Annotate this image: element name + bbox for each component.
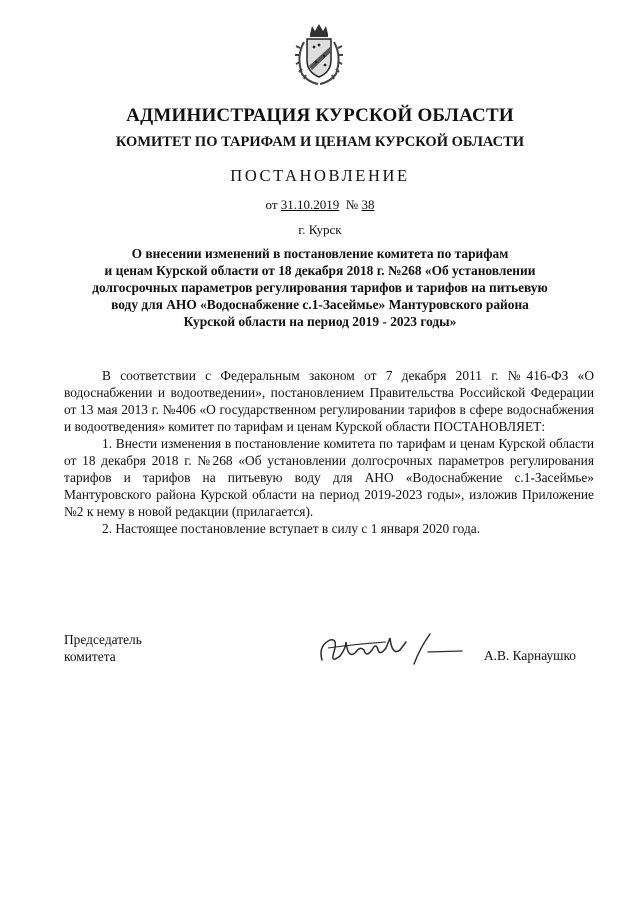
doc-number: 38	[361, 197, 375, 212]
signatory-name: А.В. Карнаушко	[484, 648, 576, 663]
date-prefix: от	[265, 197, 278, 212]
body-text	[64, 367, 594, 537]
resolution-item-1: 1. Внести изменения в постановление комитета по тарифам и ценам Курской области от 18 декабря 2018 г. №268 «Об установлении долгосрочных параметров регулирования тарифов и тарифов на питьевую воду для АНО «Водоснабжение с.1-Засеймье» Мантуровского района Курской области на период 2019-2023 годы», изложив Приложение №2 к нему в новой редакции (прилагается).	[64, 436, 594, 519]
doc-type-title: ПОСТАНОВЛЕНИЕ	[230, 166, 410, 185]
number-prefix: №	[345, 197, 359, 212]
resolution-item-2: 2. Настоящее постановление вступает в силу с 1 января 2020 года.	[102, 521, 481, 536]
date-number-line	[0, 197, 640, 213]
org-title: АДМИНИСТРАЦИЯ КУРСКОЙ ОБЛАСТИ	[126, 105, 514, 126]
preamble-paragraph: В соответствии с Федеральным законом от 7 декабря 2011 г. №416-ФЗ «О водоснабжении и водоотведении», постановлением Правительства Российской Федерации от 13 мая 2013 г. №406 «О государственном регулировании тарифов в сфере водоснабжения и водоотведения» комитет по тарифам и ценам Курской области ПОСТАНОВЛЯЕТ:	[64, 368, 594, 434]
committee-title: КОМИТЕТ ПО ТАРИФАМ И ЦЕНАМ КУРСКОЙ ОБЛАСТИ	[115, 134, 525, 150]
subject-line: воду для АНО «Водоснабжение с.1-Засеймье» Мантуровского района	[111, 297, 529, 312]
signatory-title-line: комитета	[64, 649, 116, 664]
signatory-title	[64, 631, 142, 665]
city-line: г. Курск	[298, 222, 342, 237]
kursk-coat-of-arms-icon	[290, 22, 348, 86]
handwritten-signature	[316, 626, 464, 672]
subject-line: долгосрочных параметров регулирования тарифов и тарифов на питьевую	[92, 280, 548, 295]
subject-line: О внесении изменений в постановление комитета по тарифам	[131, 246, 509, 261]
subject-block	[0, 245, 640, 330]
doc-date: 31.10.2019	[280, 197, 340, 212]
signatory-title-line: Председатель	[64, 632, 142, 647]
subject-line: и ценам Курской области от 18 декабря 2018 г. №268 «Об установлении	[104, 263, 536, 278]
subject-line: Курской области на период 2019 - 2023 годы»	[183, 314, 457, 329]
